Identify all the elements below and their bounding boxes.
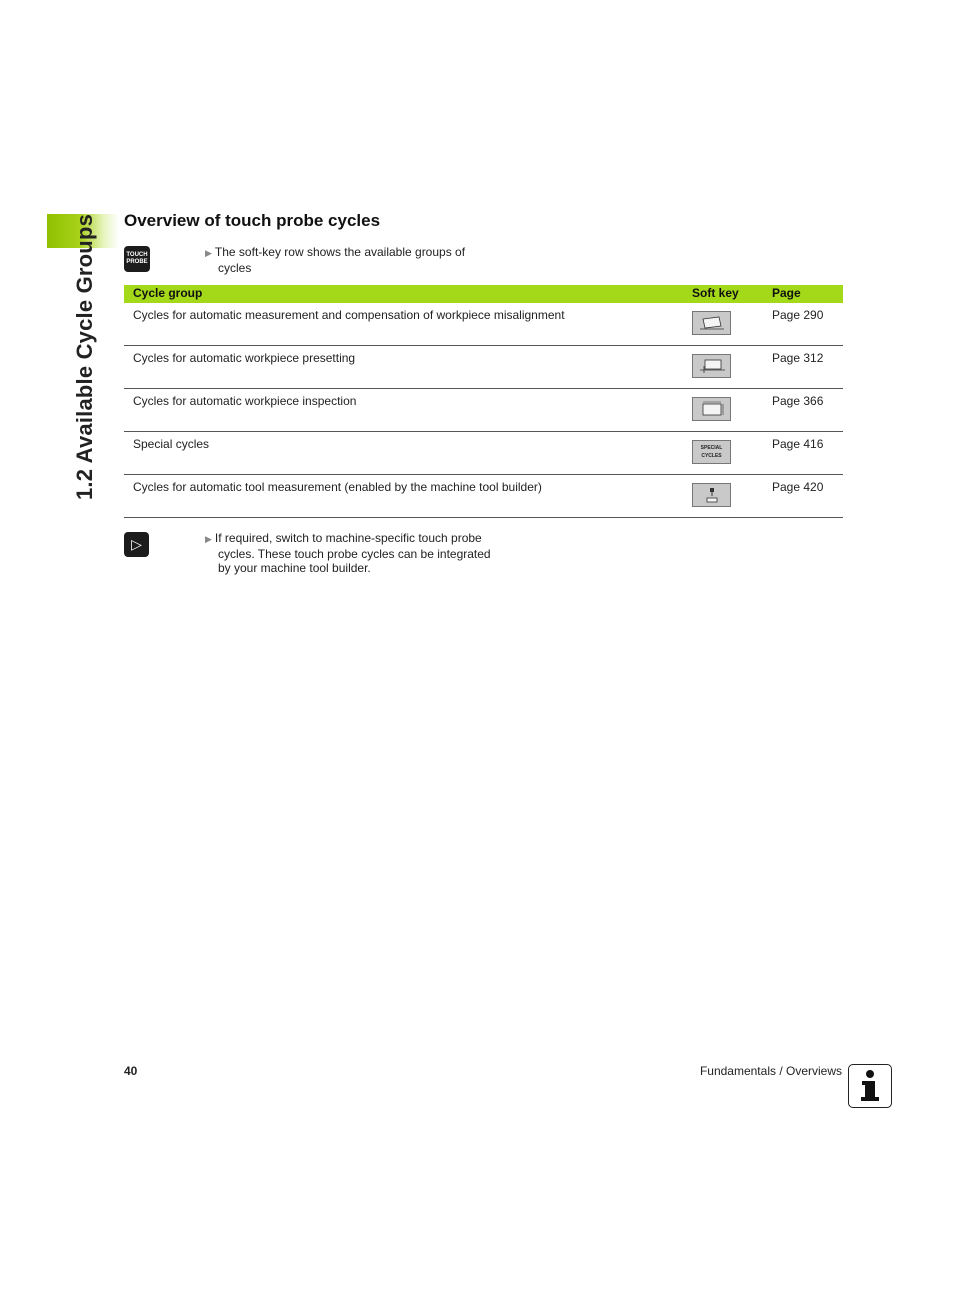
table-row <box>124 389 843 432</box>
header-page: Page <box>772 286 801 300</box>
cycle-group-cell: Cycles for automatic workpiece inspection <box>133 394 357 408</box>
touch-probe-key-icon: TOUCH PROBE <box>124 246 150 272</box>
instruction-softkey-row: ▶ The soft-key row shows the available groups of cycles <box>205 245 466 275</box>
tool-measurement-softkey-icon <box>692 483 731 507</box>
instruction-machine-specific: ▶ If required, switch to machine-specific touch probe cycles. These touch probe cycles can be integrated by your machine tool builder. <box>205 531 491 575</box>
footer-chapter: Fundamentals / Overviews <box>699 1064 842 1078</box>
table-row <box>124 346 843 389</box>
page-number: 40 <box>124 1064 138 1078</box>
section-heading: Overview of touch probe cycles <box>124 211 381 230</box>
header-cycle-group: Cycle group <box>133 286 203 300</box>
cycle-group-cell: Cycles for automatic measurement and compensation of workpiece misalignment <box>133 308 565 322</box>
page-reference: Page 420 <box>772 480 824 494</box>
cycle-groups-table <box>124 285 843 518</box>
table-header <box>124 285 843 303</box>
misalignment-softkey-icon <box>692 311 731 335</box>
special-cycles-softkey-icon: SPECIAL CYCLES <box>692 440 731 464</box>
header-soft-key: Soft key <box>692 286 739 300</box>
triangle-bullet-icon: ▶ <box>205 534 212 544</box>
presetting-softkey-icon <box>692 354 731 378</box>
page-reference: Page 312 <box>772 351 824 365</box>
table-row <box>124 475 843 518</box>
page-reference: Page 416 <box>772 437 824 451</box>
info-icon <box>848 1064 892 1108</box>
next-softkey-row-icon: ▷ <box>124 532 149 557</box>
page-reference: Page 366 <box>772 394 824 408</box>
table-row <box>124 303 843 346</box>
cycle-group-cell: Cycles for automatic workpiece presetting <box>133 351 356 365</box>
inspection-softkey-icon <box>692 397 731 421</box>
triangle-bullet-icon: ▶ <box>205 248 212 258</box>
cycle-group-cell: Cycles for automatic tool measurement (enabled by the machine tool builder) <box>133 480 542 494</box>
table-row <box>124 432 843 475</box>
cycle-group-cell: Special cycles <box>133 437 210 451</box>
chapter-title: 1.2 Available Cycle Groups <box>72 213 97 500</box>
page-reference: Page 290 <box>772 308 824 322</box>
